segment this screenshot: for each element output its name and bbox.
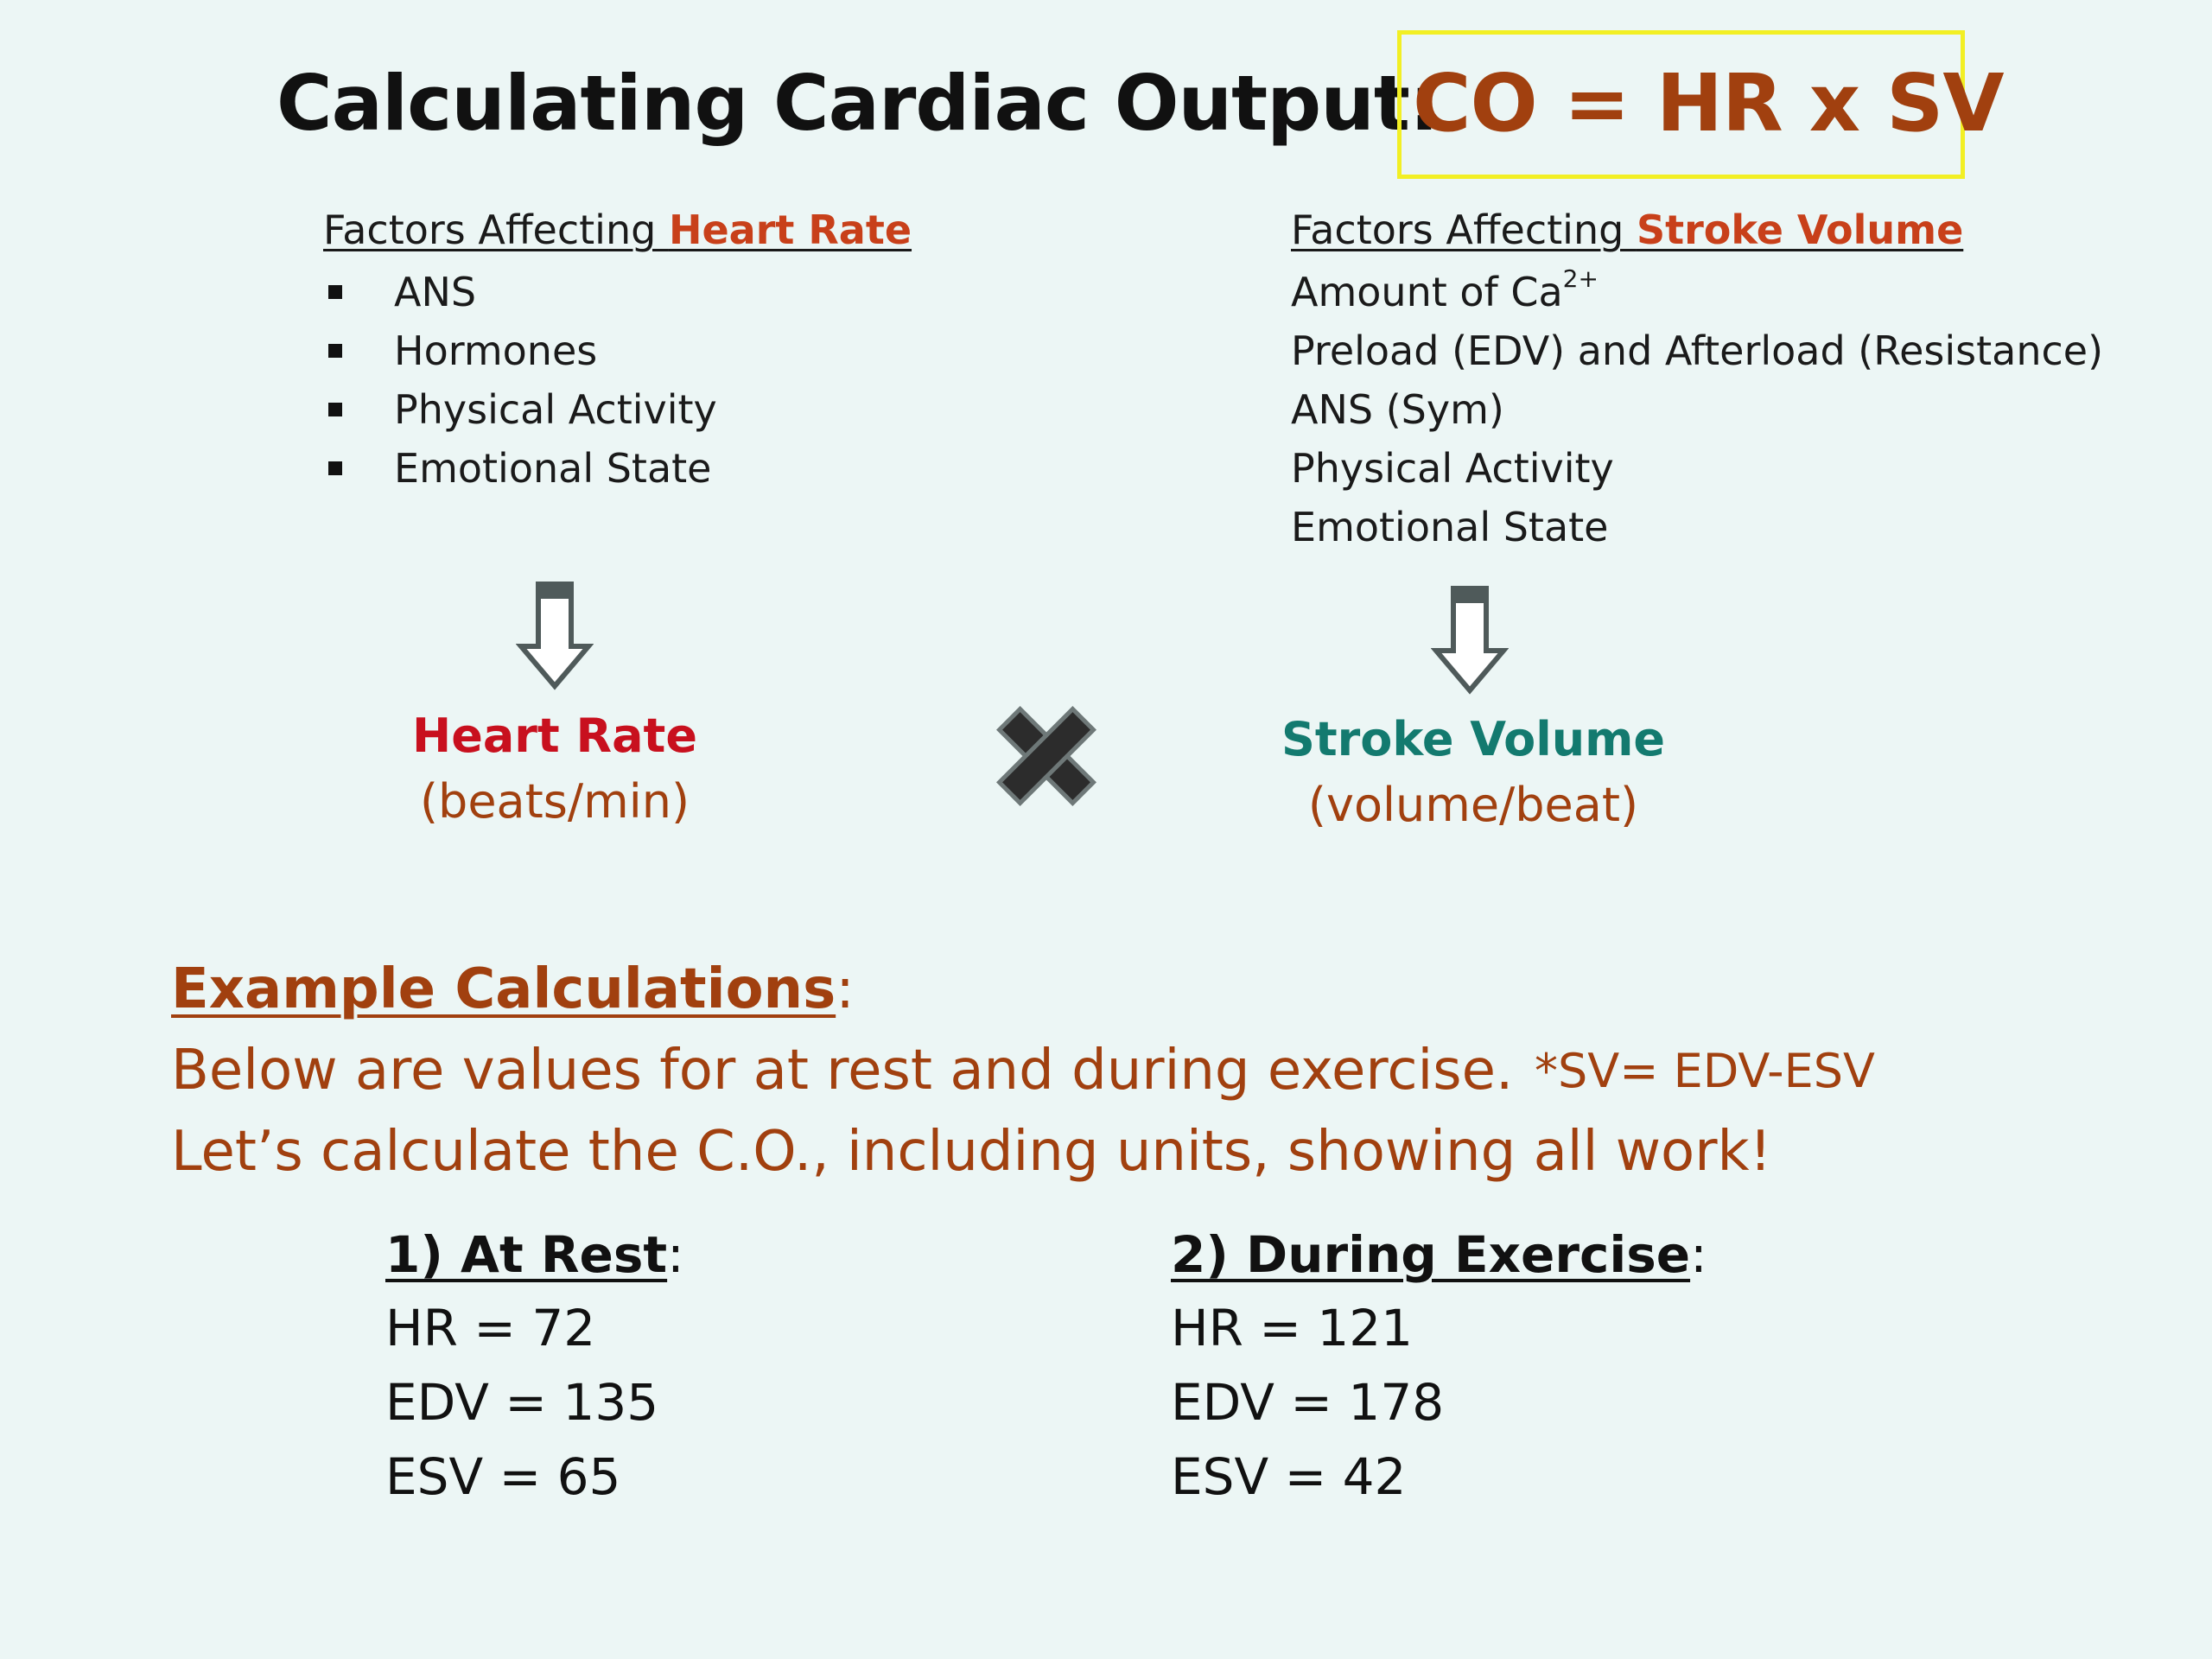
heart-rate-heading-highlight: Heart Rate [668, 207, 912, 253]
at-rest-heading-text: 1) At Rest [385, 1225, 668, 1284]
example-heading-colon: : [836, 957, 855, 1021]
at-rest-heading [385, 1220, 684, 1289]
list-item [323, 263, 717, 321]
multiply-icon [990, 700, 1103, 812]
square-bullet-icon [328, 403, 342, 416]
list-item-text: Emotional State [394, 445, 712, 492]
square-bullet-icon [328, 285, 342, 299]
list-item: Physical Activity [1291, 445, 1614, 492]
list-item: ESV = 42 [1171, 1447, 1407, 1506]
heart-rate-unit: (beats/min) [419, 774, 690, 829]
example-heading [171, 955, 855, 1024]
example-line-1: Below are values for at rest and during exercise. [171, 1039, 1514, 1103]
down-arrow-icon [516, 581, 594, 693]
heart-rate-factors-list [323, 263, 717, 498]
heading-prefix: Factors Affecting [1291, 207, 1637, 253]
stroke-volume-heading-highlight: Stroke Volume [1636, 207, 1964, 253]
stroke-volume-factors-heading [1291, 204, 1963, 256]
during-exercise-heading-text: 2) During Exercise [1171, 1225, 1691, 1284]
example-line-2: Let’s calculate the C.O., including units, showing all work! [171, 1120, 1772, 1184]
during-exercise-values [1171, 1291, 1444, 1514]
list-item: ESV = 65 [385, 1447, 621, 1506]
list-item: HR = 72 [385, 1299, 596, 1357]
heading-prefix: Factors Affecting [323, 207, 669, 253]
calcium-text: Amount of Ca [1291, 269, 1563, 315]
heart-rate-label [339, 703, 771, 835]
square-bullet-icon [328, 344, 342, 358]
list-item [323, 380, 717, 439]
cardiac-output-formula: CO = HR x SV [1413, 57, 2004, 149]
example-heading-text: Example Calculations [171, 957, 836, 1021]
list-item: Preload (EDV) and Afterload (Resistance) [1291, 327, 2104, 374]
heart-rate-title: Heart Rate [412, 709, 697, 763]
list-item: ANS (Sym) [1291, 386, 1504, 433]
list-item: Emotional State [1291, 504, 1609, 550]
stroke-volume-unit: (volume/beat) [1307, 778, 1639, 832]
list-item-text: Hormones [394, 327, 598, 374]
list-item: EDV = 135 [385, 1373, 659, 1432]
page-title: Calculating Cardiac Output: [276, 59, 1440, 148]
during-exercise-colon: : [1690, 1225, 1707, 1284]
list-item: HR = 121 [1171, 1299, 1414, 1357]
list-item-text: Physical Activity [394, 386, 717, 433]
list-item: EDV = 178 [1171, 1373, 1445, 1432]
list-item [323, 321, 717, 380]
heart-rate-factors-heading [323, 204, 912, 256]
during-exercise-heading [1171, 1220, 1707, 1289]
square-bullet-icon [328, 461, 342, 475]
list-item [323, 439, 717, 498]
at-rest-values [385, 1291, 658, 1514]
at-rest-colon: : [667, 1225, 684, 1284]
list-item [1291, 263, 2103, 321]
stroke-volume-factors-list [1291, 263, 2103, 556]
sv-formula-note: *SV= EDV-ESV [1535, 1044, 1875, 1098]
list-item-text: ANS [394, 269, 477, 315]
stroke-volume-label [1257, 707, 1689, 838]
calcium-superscript: 2+ [1562, 264, 1599, 293]
down-arrow-icon [1431, 585, 1509, 697]
stroke-volume-title: Stroke Volume [1281, 712, 1666, 766]
